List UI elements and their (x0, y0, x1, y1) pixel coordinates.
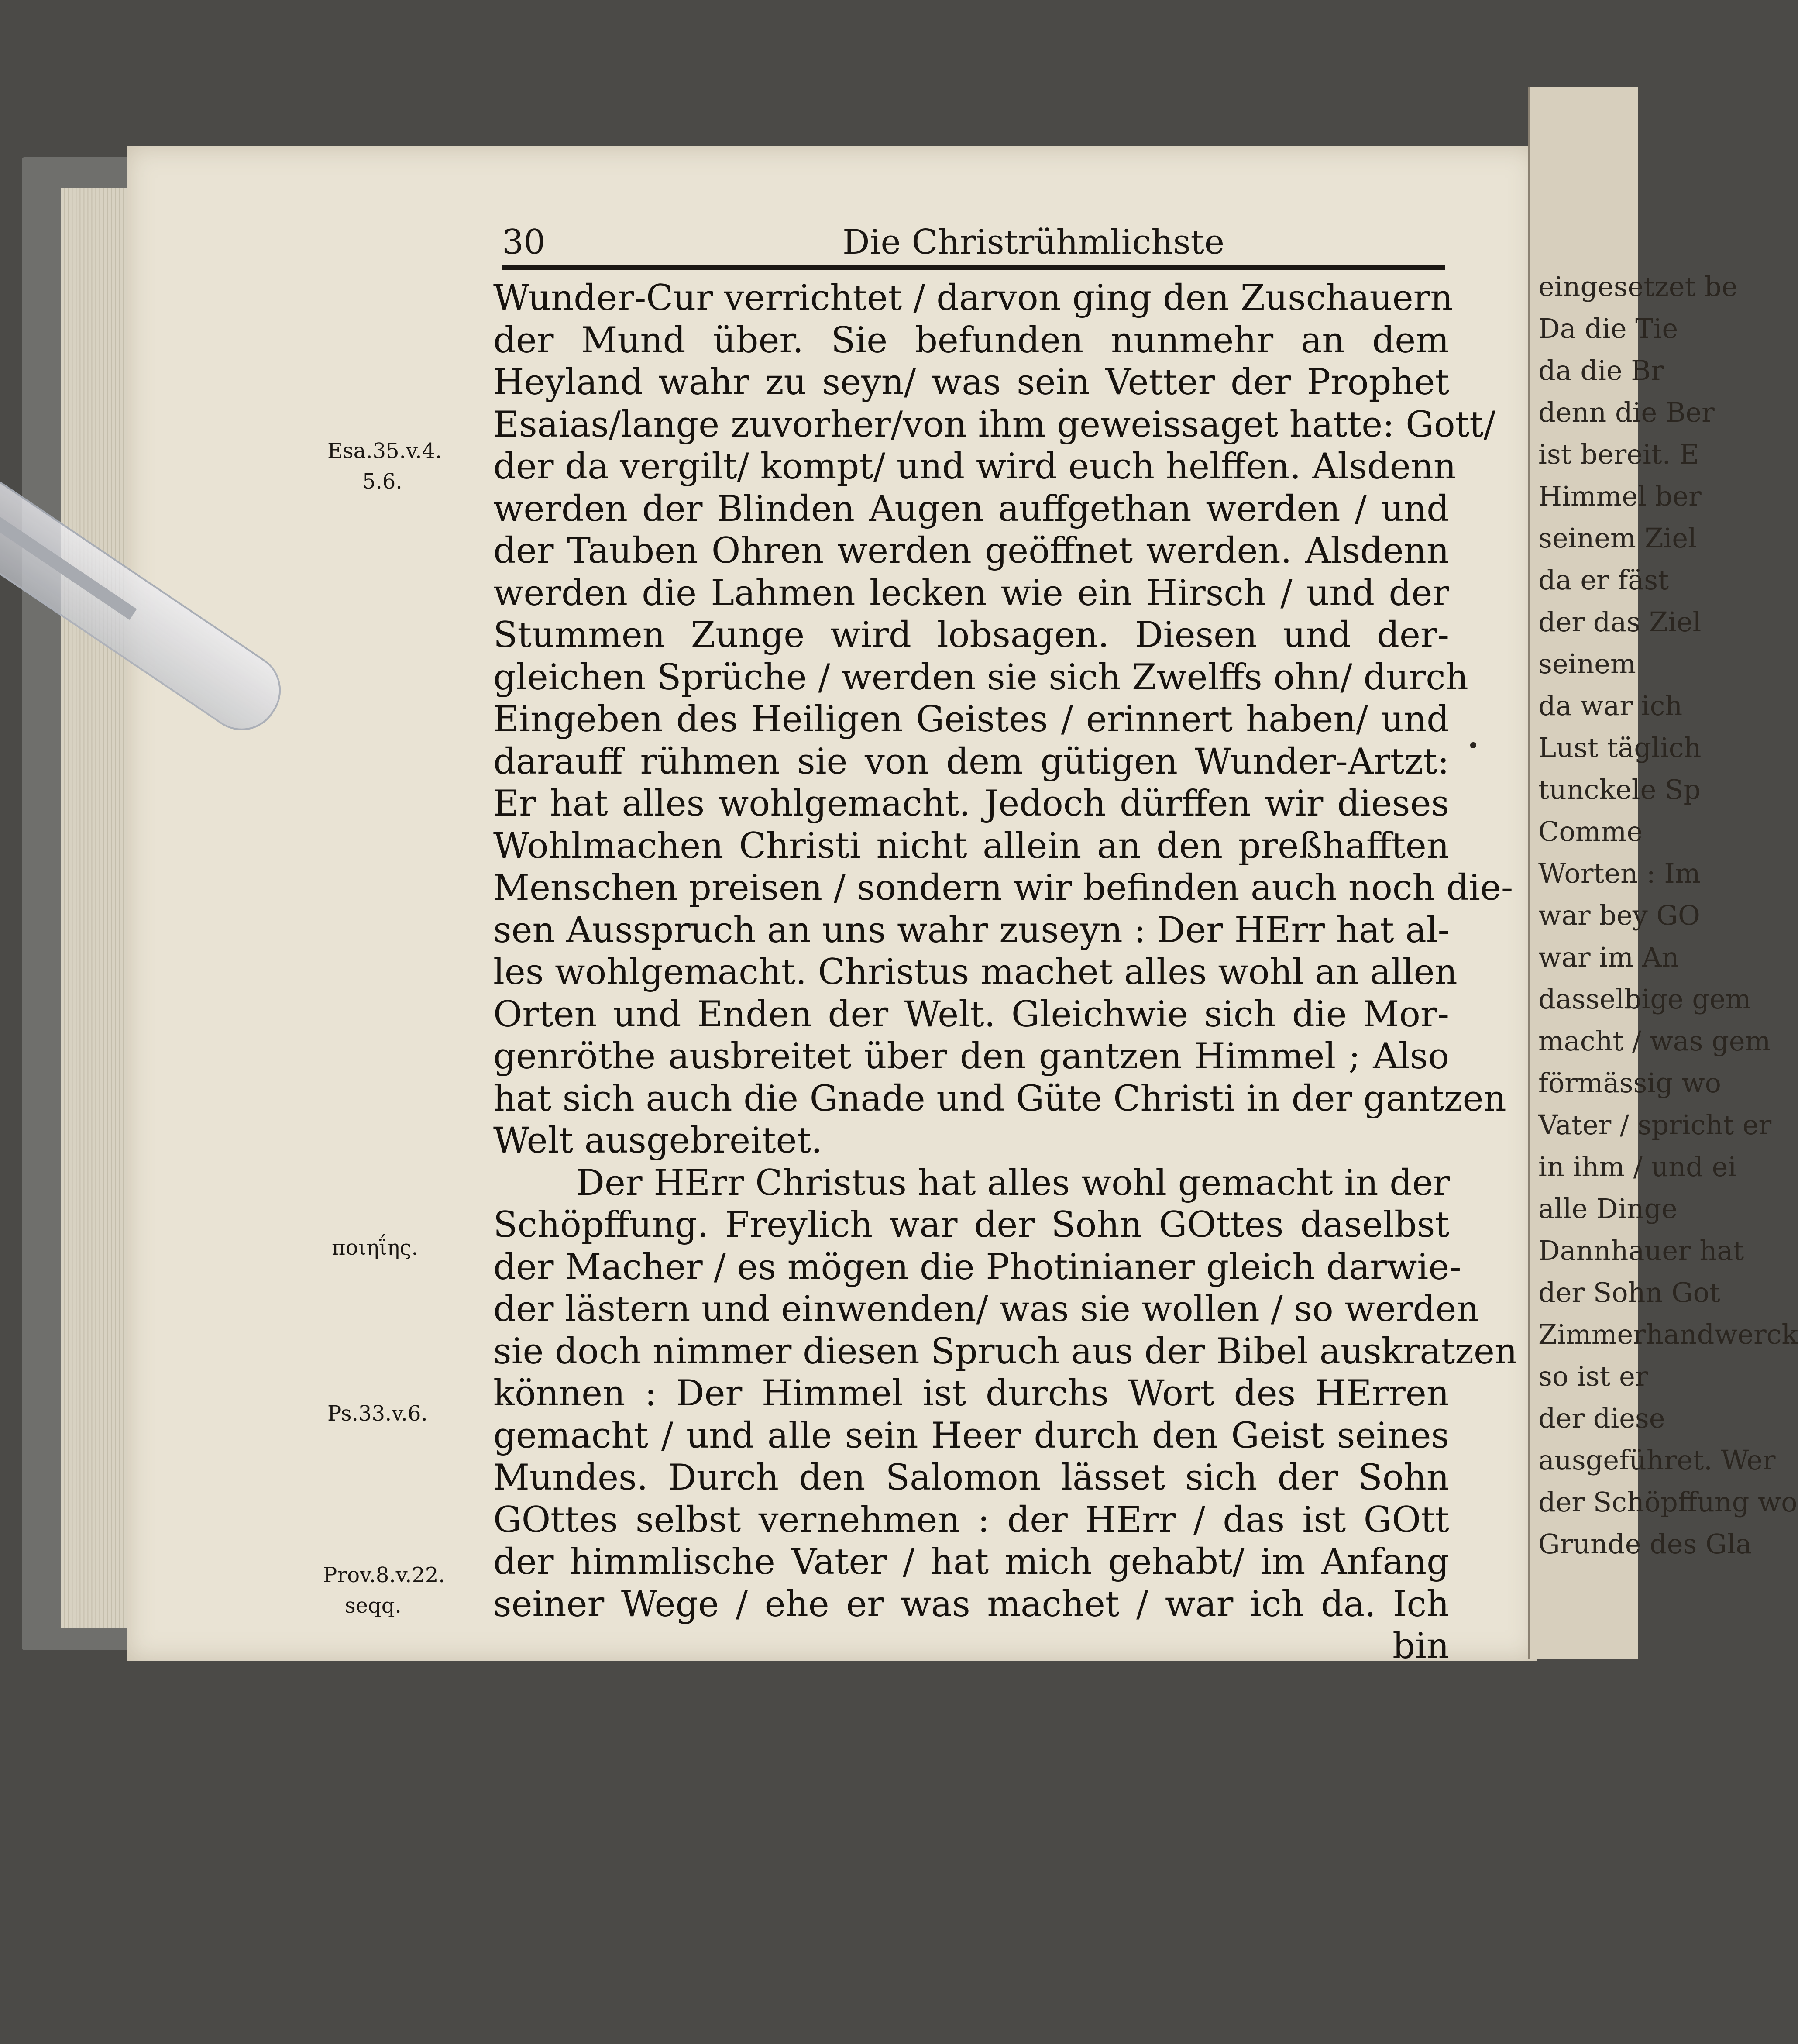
facing-page-line: so ist er (1538, 1360, 1648, 1392)
facing-page-line: da die Br (1538, 354, 1664, 386)
facing-page-line: seinem (1538, 648, 1636, 680)
paragraph-start-line: Der HErr Christus hat alles wohl gemacht in der (576, 1162, 1450, 1204)
facing-page-line: Dannhauer hat (1538, 1235, 1744, 1266)
facing-page-line: war bey GO (1538, 899, 1700, 931)
text-line: werden die Lahmen lecken wie ein Hirsch / und der (493, 572, 1449, 614)
facing-page-line: Worten : Im (1538, 857, 1701, 889)
facing-page-line: war im An (1538, 941, 1679, 973)
facing-page-line: förmässig wo (1538, 1067, 1721, 1099)
body-text (493, 277, 1518, 1668)
margin-note: Prov.8.v.22. (323, 1563, 445, 1587)
facing-page-line: alle Dinge (1538, 1193, 1678, 1225)
text-line: der himmlische Vater / hat mich gehabt/ im Anfang (493, 1542, 1449, 1583)
text-line: Esaias/lange zuvorher/von ihm geweissaget hatte: Gott/ (493, 404, 1496, 445)
text-line: Wunder-Cur verrichtet / darvon ging den Zuschauern (493, 278, 1453, 319)
text-line: genröthe ausbreitet über den gantzen Himmel ; Also (493, 1036, 1449, 1077)
header-rule (502, 265, 1445, 270)
text-line: Wohlmachen Christi nicht allein an den preßhafften (493, 825, 1449, 867)
facing-page (1528, 87, 1798, 1659)
running-title: Die Christrühmlichste (842, 223, 1225, 262)
facing-page-line: ausgeführet. Wer (1538, 1444, 1776, 1476)
facing-page-line: Comme (1538, 816, 1643, 847)
text-line: können : Der Himmel ist durchs Wort des HErren (493, 1373, 1449, 1414)
margin-note: Ps.33.v.6. (327, 1401, 428, 1426)
text-line: Er hat alles wohlgemacht. Jedoch dürffen wir dieses (493, 783, 1449, 824)
facing-page-line: da war ich (1538, 690, 1683, 722)
margin-note: seqq. (345, 1593, 402, 1618)
facing-page-line: der Sohn Got (1538, 1277, 1720, 1308)
page-number: 30 (502, 223, 546, 262)
text-line: der Tauben Ohren werden geöffnet werden. Alsdenn (493, 530, 1449, 571)
text-line: der lästern und einwenden/ was sie wollen / so werden (493, 1289, 1479, 1330)
facing-page-line: der das Ziel (1538, 606, 1702, 638)
facing-page-line: denn die Ber (1538, 396, 1715, 428)
text-line: seiner Wege / ehe er was machet / war ich da. Ich (493, 1583, 1449, 1625)
text-line: les wohlgemacht. Christus machet alles wohl an allen (493, 952, 1458, 993)
facing-page-line: da er fäst (1538, 564, 1669, 596)
text-line: Orten und Enden der Welt. Gleichwie sich die Mor- (493, 994, 1449, 1035)
facing-page-line: Vater / spricht er (1538, 1109, 1772, 1141)
text-line: der Macher / es mögen die Photinianer gleich darwie- (493, 1246, 1461, 1288)
facing-page-line: tunckele Sp (1538, 774, 1701, 805)
text-line: Welt ausgebreitet. (493, 1120, 822, 1161)
facing-page-line: der diese (1538, 1402, 1665, 1434)
margin-note: Esa.35.v.4. (327, 439, 442, 463)
text-line: Stummen Zunge wird lobsagen. Diesen und der- (493, 615, 1449, 656)
facing-page-line: Zimmerhandwerck (1538, 1318, 1798, 1350)
text-line: sen Ausspruch an uns wahr zuseyn : Der HErr hat al- (493, 909, 1450, 951)
catchword: bin (1392, 1626, 1449, 1667)
text-line: Heyland wahr zu seyn/ was sein Vetter der Prophet (493, 362, 1449, 403)
text-line: Eingeben des Heiligen Geistes / erinnert haben/ und (493, 699, 1449, 740)
facing-page-line: Himmel ber (1538, 480, 1702, 512)
margin-note: ποιηΐης. (332, 1235, 418, 1260)
text-line: Menschen preisen / sondern wir befinden auch noch die- (493, 867, 1513, 908)
text-line: der Mund über. Sie befunden nunmehr an dem (493, 320, 1449, 361)
facing-page-line: Lust täglich (1538, 732, 1702, 764)
facing-page-line: ist bereit. E (1538, 438, 1699, 470)
facing-page-line: Da die Tie (1538, 313, 1678, 344)
facing-page-line: seinem Ziel (1538, 522, 1697, 554)
facing-page-line: dasselbige gem (1538, 983, 1751, 1015)
facing-page-line: eingesetzet be (1538, 271, 1738, 303)
facing-page-line: Grunde des Gla (1538, 1528, 1752, 1560)
text-line: hat sich auch die Gnade und Güte Christi in der gantzen (493, 1078, 1506, 1119)
text-line: sie doch nimmer diesen Spruch aus der Bibel auskratzen (493, 1331, 1518, 1372)
text-line: der da vergilt/ kompt/ und wird euch helffen. Alsdenn (493, 446, 1457, 487)
text-line: darauff rühmen sie von dem gütigen Wunder-Artzt: (493, 741, 1449, 782)
text-line: gleichen Sprüche / werden sie sich Zwelffs ohn/ durch (493, 657, 1468, 698)
facing-page-line: der Schöpffung wo (1538, 1486, 1798, 1518)
page-header (502, 223, 1445, 266)
text-line: gemacht / und alle sein Heer durch den Geist seines (493, 1415, 1449, 1456)
text-line: GOttes selbst vernehmen : der HErr / das ist GOtt (493, 1499, 1449, 1541)
text-line: Schöpffung. Freylich war der Sohn GOttes daselbst (493, 1204, 1449, 1246)
text-line: werden der Blinden Augen auffgethan werden / und (493, 488, 1449, 530)
facing-page-line: macht / was gem (1538, 1025, 1771, 1057)
facing-page-line: in ihm / und ei (1538, 1151, 1737, 1183)
text-line: Mundes. Durch den Salomon lässet sich der Sohn (493, 1457, 1449, 1498)
margin-note: 5.6. (362, 469, 402, 494)
ink-speck (1470, 742, 1476, 748)
